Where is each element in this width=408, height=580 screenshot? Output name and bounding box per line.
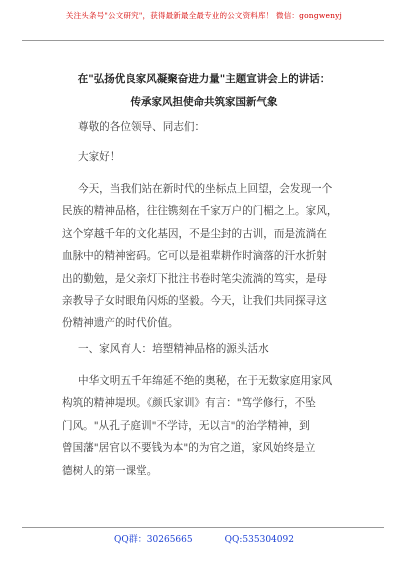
paragraph-2	[62, 370, 362, 482]
paragraph-line: 民族的精神品格，往往镌刻在千家万户的门楣之上。家风，	[62, 205, 338, 218]
greeting: 大家好！	[78, 151, 121, 163]
footer	[0, 532, 408, 545]
section-heading: 一、家风育人：培塑精神品格的源头活水	[78, 343, 269, 355]
paragraph-line: 曾国藩"居官以不要钱为本"的为官之道，家风始终是立	[62, 442, 316, 455]
paragraph-line: 门风。"从孔子庭训"不学诗，无以言"的治学精神，到	[62, 419, 310, 432]
footer-qq-number: QQ:535304092	[224, 535, 294, 545]
paragraph-line: 今天，当我们站在新时代的坐标点上回望，会发现一个	[78, 183, 333, 195]
salutation: 尊敬的各位领导、同志们：	[78, 121, 206, 133]
header-divider	[22, 40, 384, 41]
paragraph-1	[62, 178, 362, 335]
footer-qq-group: QQ群：30265665	[114, 535, 193, 545]
header-banner: 关注头条号"公文研究"，获得最新最全最专业的公文资料库！ 微信：gongwenyj	[65, 11, 343, 20]
paragraph-line: 这个穿越千年的文化基因，不是尘封的古训，而是流淌在	[62, 227, 327, 240]
paragraph-line: 出的勤勉，是父亲灯下批注书卷时笔尖流淌的笃实，是母	[62, 272, 327, 285]
paragraph-line: 中华文明五千年绵延不绝的奥秘，在于无数家庭用家风	[78, 375, 333, 387]
paragraph-line: 份精神遗产的时代价值。	[62, 317, 179, 330]
title-line-1: 在"弘扬优良家风凝聚奋进力量"主题宣讲会上的讲话：	[77, 73, 331, 85]
footer-divider	[22, 527, 384, 528]
paragraph-line: 亲教导子女时眼角闪烁的坚毅。今天，让我们共同探寻这	[62, 294, 327, 307]
title-line-2: 传承家风担使命共筑家国新气象	[130, 96, 278, 108]
paragraph-line: 血脉中的精神密码。它可以是祖辈耕作时滴落的汗水折射	[62, 250, 327, 263]
paragraph-line: 德树人的第一课堂。	[62, 464, 158, 477]
paragraph-line: 构筑的精神堤坝。《颜氏家训》有言："笃学修行，不坠	[62, 397, 316, 410]
